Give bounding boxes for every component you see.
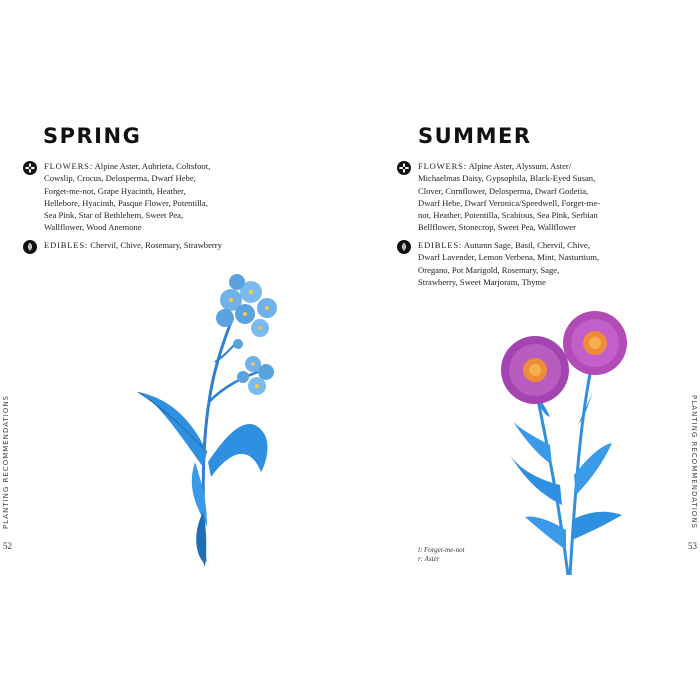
- flowers-list: Alpine Aster, Aubrieta, Coltsfoot, Cowslip, Crocus, Delosperma, Dwarf Hebe, Forget-me-not, Grape Hyacinth, Heather, Hellebore, Hyacinth, Pasque Flower, Potentilla, Sea Pink, Star of Bethlehem, Sweet Pea, Wallflower, Wood Anemone: [44, 161, 211, 233]
- running-head: PLANTING RECOMMENDATIONS: [690, 395, 698, 529]
- edibles-entry: [23, 239, 222, 254]
- leaf-icon: [23, 240, 37, 254]
- flowers-label: FLOWERS:: [44, 161, 93, 171]
- flowers-text-block: [418, 160, 600, 234]
- edibles-text-block: [44, 239, 222, 251]
- flowers-label: FLOWERS:: [418, 161, 467, 171]
- forget-me-not-illustration: [133, 262, 283, 572]
- edibles-label: EDIBLES:: [44, 240, 89, 250]
- aster-blossoms: [501, 311, 627, 404]
- edibles-list: Autumn Sage, Basil, Chervil, Chive, Dwarf Lavender, Lemon Verbena, Mint, Nasturtium, Oregano, Pot Marigold, Rosemary, Sage, Strawberry, Sweet Marjoram, Thyme: [418, 240, 600, 287]
- flower-icon: [23, 161, 37, 175]
- edibles-text-block: [418, 239, 600, 288]
- page-heading-spring: SPRING: [43, 124, 142, 148]
- page-number: 52: [3, 541, 12, 551]
- flower-icon: [397, 161, 411, 175]
- running-head: PLANTING RECOMMENDATIONS: [2, 395, 10, 529]
- caption-left: l: Forget-me-not: [418, 546, 465, 554]
- caption-right: r: Aster: [418, 555, 440, 563]
- edibles-label: EDIBLES:: [418, 240, 463, 250]
- page-heading-summer: SUMMER: [418, 124, 532, 148]
- leaf-icon: [397, 240, 411, 254]
- edibles-list: Chervil, Chive, Rosemary, Strawberry: [90, 240, 222, 250]
- page-number: 53: [688, 541, 697, 551]
- flowers-text-block: [44, 160, 222, 234]
- illustration-caption: [418, 546, 465, 564]
- flowers-entry: [23, 160, 222, 234]
- flowers-entry: [397, 160, 600, 234]
- flowers-list: Alpine Aster, Alyssum, Aster/ Michaelmas Daisy, Gypsophila, Black-Eyed Susan, Clover, Cornflower, Delosperma, Dwarf Godetia, Dwarf Hebe, Dwarf Veronica/Speedwell, Forget-me-not, Heather, Potentilla, Scabious, Sea Pink, Serbian Bellflower, Stonecrop, Sweet Pea, Wallflower: [418, 161, 600, 233]
- edibles-entry: [397, 239, 600, 288]
- aster-illustration: [490, 305, 630, 580]
